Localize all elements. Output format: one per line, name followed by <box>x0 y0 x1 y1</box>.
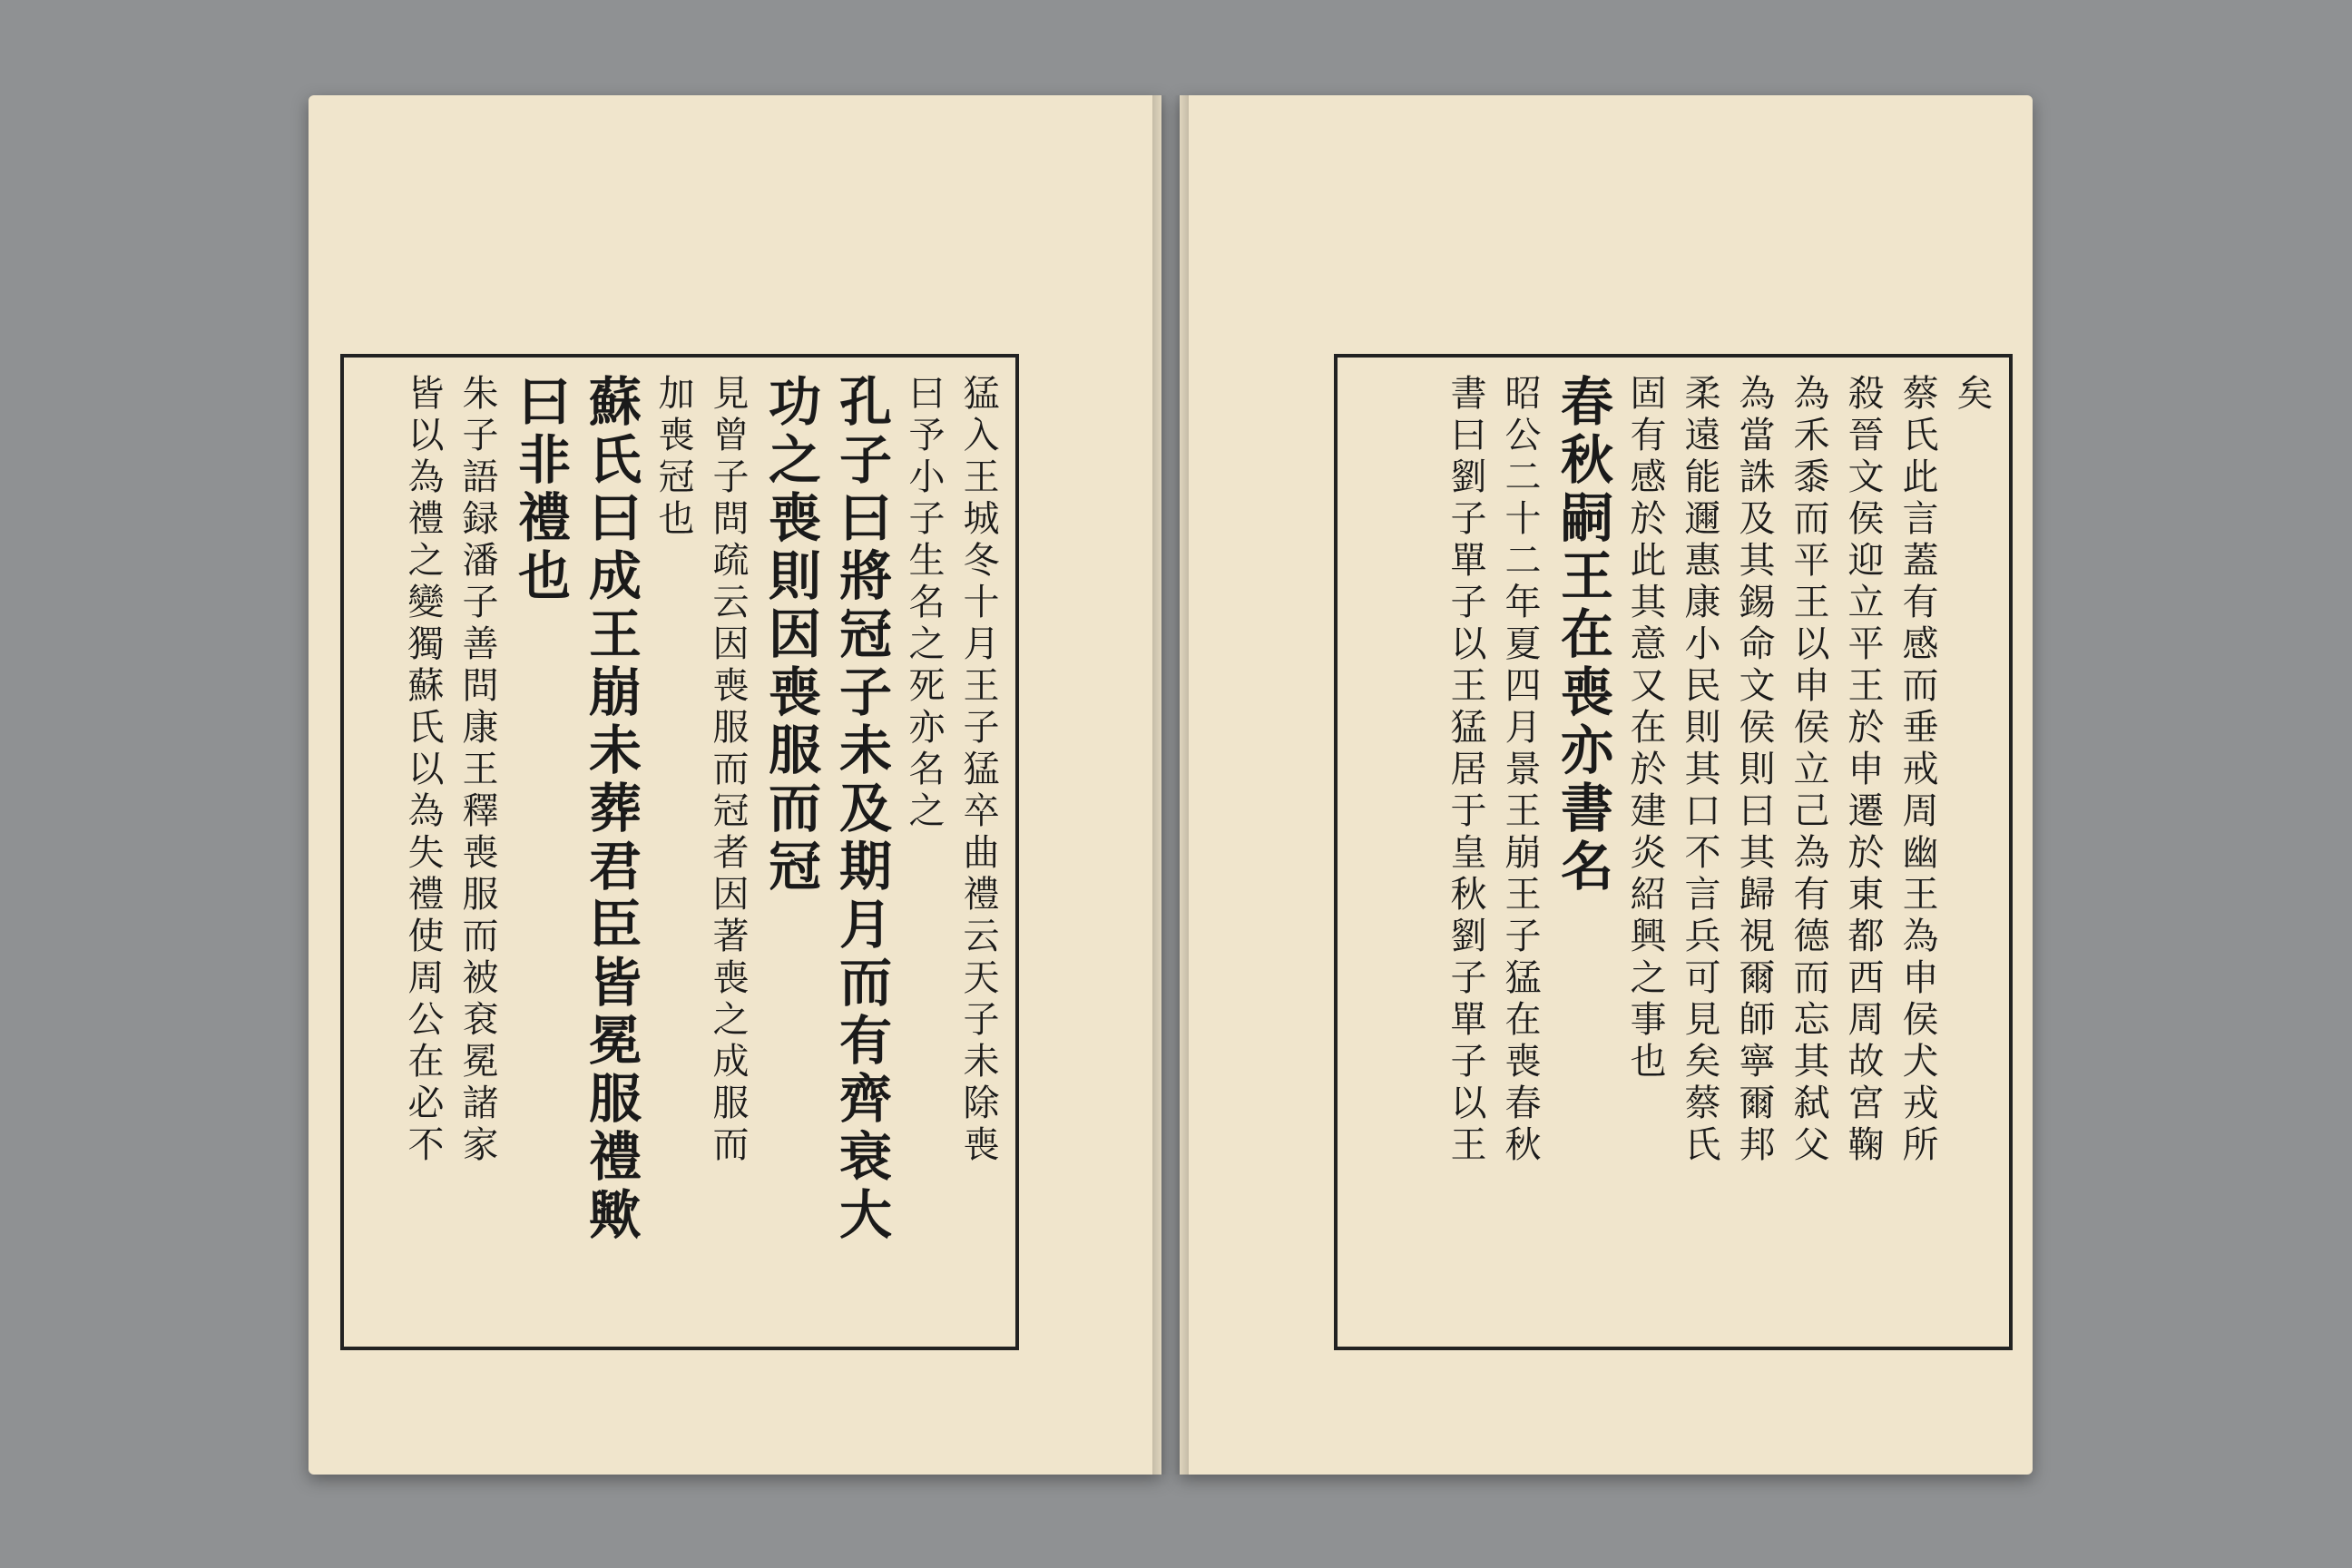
right-page <box>1180 95 2033 1475</box>
left-column-6: 加喪冠也 <box>652 374 694 541</box>
right-column-8: 春秋嗣王在喪亦書名 <box>1552 374 1613 897</box>
left-column-5: 見曾子問疏云因喪服而冠者因著喪之成服而 <box>707 374 749 1167</box>
right-column-10: 書曰劉子單子以王猛居于皇秋劉子單子以王 <box>1445 374 1486 1167</box>
left-page <box>309 95 1161 1475</box>
left-column-4: 功之喪則因喪服而冠 <box>760 374 821 897</box>
left-column-8: 曰非禮也 <box>509 374 571 606</box>
right-text-frame <box>1334 354 2013 1350</box>
book-gutter <box>1152 95 1189 1475</box>
right-column-3: 殺晉文侯迎立平王於申遷於東都西周故宮鞠 <box>1842 374 1884 1167</box>
right-column-4: 為禾黍而平王以申侯立己為有德而忘其弑父 <box>1788 374 1829 1167</box>
open-book <box>309 95 2033 1475</box>
right-column-9: 昭公二十二年夏四月景王崩王子猛在喪春秋 <box>1499 374 1541 1167</box>
left-text-frame <box>340 354 1019 1350</box>
right-column-6: 柔遠能邇惠康小民則其口不言兵可見矣蔡氏 <box>1679 374 1720 1167</box>
left-text-columns <box>344 358 1015 1347</box>
left-column-2: 曰予小子生名之死亦名之 <box>903 374 945 833</box>
left-column-10: 皆以為禮之變獨蘇氏以為失禮使周公在必不 <box>402 374 444 1167</box>
right-column-7: 固有感於此其意又在於建炎紹興之事也 <box>1624 374 1666 1083</box>
right-column-2: 蔡氏此言蓋有感而垂戒周幽王為申侯犬戎所 <box>1896 374 1938 1167</box>
left-column-1: 猛入王城冬十月王子猛卒曲禮云天子未除喪 <box>957 374 999 1167</box>
right-text-columns <box>1338 358 2009 1347</box>
right-column-5: 為當誅及其錫命文侯則曰其歸視爾師寧爾邦 <box>1733 374 1775 1167</box>
left-column-7: 蘇氏曰成王崩未葬君臣皆冕服禮歟 <box>580 374 642 1245</box>
left-column-9: 朱子語録潘子善問康王釋喪服而被袞冕諸家 <box>456 374 498 1167</box>
left-column-3: 孔子曰將冠子未及期月而有齊衰大 <box>830 374 892 1245</box>
right-column-1: 矣 <box>1951 374 1993 416</box>
